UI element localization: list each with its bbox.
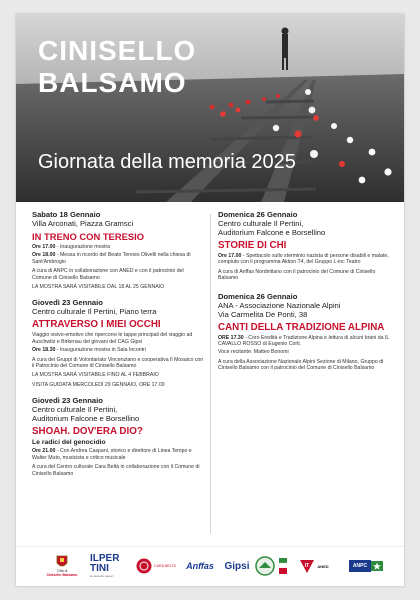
event-heading: ATTRAVERSO I MIEI OCCHI (32, 319, 161, 331)
event-line: Voce recitante: Matteo Bonomi (218, 349, 289, 356)
logo-anffas (182, 553, 218, 579)
event-line: ORE 17.30 - Coro Eredità e Tradizione Alpina e lettura di alcuni brani da IL CAVALLO ROSSO di Eugenio Corti. (218, 334, 390, 348)
event-place: Centro culturale Il Pertini, Piano terra (32, 307, 157, 317)
event-5 (218, 292, 390, 372)
cara-belta-icon (136, 558, 152, 574)
logo-cara-belta (134, 553, 178, 579)
event-date: Giovedì 23 Gennaio (32, 396, 103, 406)
event-place-2: Via Carmelita De Ponti, 38 (218, 309, 308, 319)
anpc-star-icon (371, 561, 383, 571)
logo-anpc (342, 553, 390, 579)
event-place: Villa Arconati, Piazza Gramsci (32, 219, 134, 228)
crest-icon (56, 555, 68, 569)
event-line: Ore 17.00 - Spettacolo sullo sterminio nazista di persone disabili e malate, compiuto con il programma Aktion T4, del Gruppo L-inc Teatro (218, 253, 389, 266)
event-3 (32, 396, 204, 477)
event-note: A cura di Anffas Nordmilano con il patrocinio del Comune di Cinisello Balsamo (218, 268, 376, 282)
event-1 (32, 210, 204, 290)
logo-anpc-text: ANPC (349, 560, 371, 572)
logo-cara-belta-text: CARA BELTÀ (154, 564, 176, 568)
logo-gipsi (222, 553, 252, 579)
title-line-1: CINISELLO (38, 35, 197, 66)
event-note: A cura di ANPC in collaborazione con ANED e con il patrocinio del Comune di Cinisello Balsamo (32, 268, 184, 281)
event-line: Ore 18.00 - Messa in ricordo del Beato Teresio Olivelli nella chiesa di Sant'Ambrogio (32, 252, 191, 265)
event-heading: CANTI DELLA TRADIZIONE ALPINA (218, 321, 385, 333)
logo-pertini-1: ILPER (90, 553, 120, 564)
logo-aned (292, 553, 336, 579)
event-note: A cura del Centro culturale Cara Beltà in collaborazione con il Comune di Cinisello Balsamo (32, 464, 200, 477)
left-column (32, 210, 204, 485)
logo-anffas-text: Anffas (186, 561, 214, 571)
right-column (218, 210, 390, 380)
event-date: Sabato 18 Gennaio (32, 210, 101, 219)
logo-aned-text: ANED (317, 563, 329, 569)
poster (16, 14, 404, 586)
event-info: LA MOSTRA SARÀ VISITABILE DAL 18 AL 25 GENNAIO (32, 284, 165, 291)
event-4 (218, 210, 390, 282)
aned-triangle-icon (299, 558, 315, 574)
logo-comune-top: Città di (56, 569, 68, 573)
event-heading: SHOAH. DOV'ERA DIO? (32, 426, 143, 438)
event-note: A cura dei Gruppi di Volontariato Vincenziano e cooperativa Il Mosaico con il Patrocinio del Comune di Cinisello Balsamo (32, 356, 204, 370)
event-date: Domenica 26 Gennaio (218, 210, 298, 219)
event-line: Ore 21.00 - Con Andrea Caspani, storico e direttore di Linea Tempo e Walter Muto, musicista e critico musicale (32, 448, 192, 461)
event-place: ANA - Associazione Nazionale Alpini (218, 300, 341, 310)
event-place: Centro culturale Il Pertini, (32, 405, 118, 415)
column-divider (210, 214, 211, 534)
logo-comune-bottom: Cinisello Balsamo (46, 573, 78, 577)
event-subheading: Le radici del genocidio (32, 439, 106, 447)
logo-pertini-2: TINI (90, 563, 109, 574)
event-place: Centro culturale Il Pertini, (218, 219, 304, 228)
event-heading: STORIE DI CHI (218, 240, 287, 251)
event-date: Giovedì 23 Gennaio (32, 298, 103, 308)
event-note: A cura della Associazione Nazionale Alpini Sezione di Milano, Gruppo di Cinisello Balsamo con il patrocinio del Comune di Cinisello Balsamo (218, 358, 384, 372)
event-info-2: VISITA GUIDATA MERCOLEDÌ 29 GENNAIO, ORE 17.00 (32, 381, 165, 388)
logo-comune (42, 553, 82, 579)
logo-pertini (90, 553, 130, 579)
event-line: Viaggio visivo-emotivo che ripercorre le tappe principali del viaggio ad Auschwitz e Birkenau dei giovani del CAG Gipsi (32, 332, 193, 345)
title-line-2: BALSAMO (38, 67, 187, 98)
event-date: Domenica 26 Gennaio (218, 291, 298, 301)
event-heading: IN TRENO CON TERESIO (32, 231, 144, 242)
subtitle: Giornata della memoria 2025 (38, 151, 296, 173)
logo-gipsi-text: Gipsi (224, 560, 250, 572)
event-2 (32, 298, 204, 388)
tricolor-feather-icon (279, 558, 287, 574)
hero-photo (16, 14, 404, 202)
event-place-2: Auditorium Falcone e Borsellino (218, 228, 326, 237)
event-line: Ore 17.00 - Inaugurazione mostra (32, 244, 111, 250)
sponsor-logos (16, 546, 404, 586)
event-line: Ore 18.30 - Inaugurazione mostra in Sala Incontri (32, 347, 146, 354)
alpini-emblem-icon (255, 556, 275, 576)
event-info: LA MOSTRA SARÀ VISITABILE FINO AL 4 FEBBRAIO (32, 372, 159, 379)
logo-ana (278, 553, 288, 579)
svg-text:IT: IT (305, 563, 310, 569)
logo-pertini-3: la casa dei saperi (90, 574, 114, 578)
logo-alpini (254, 553, 276, 579)
event-place-2: Auditorium Falcone e Borsellino (32, 414, 140, 424)
